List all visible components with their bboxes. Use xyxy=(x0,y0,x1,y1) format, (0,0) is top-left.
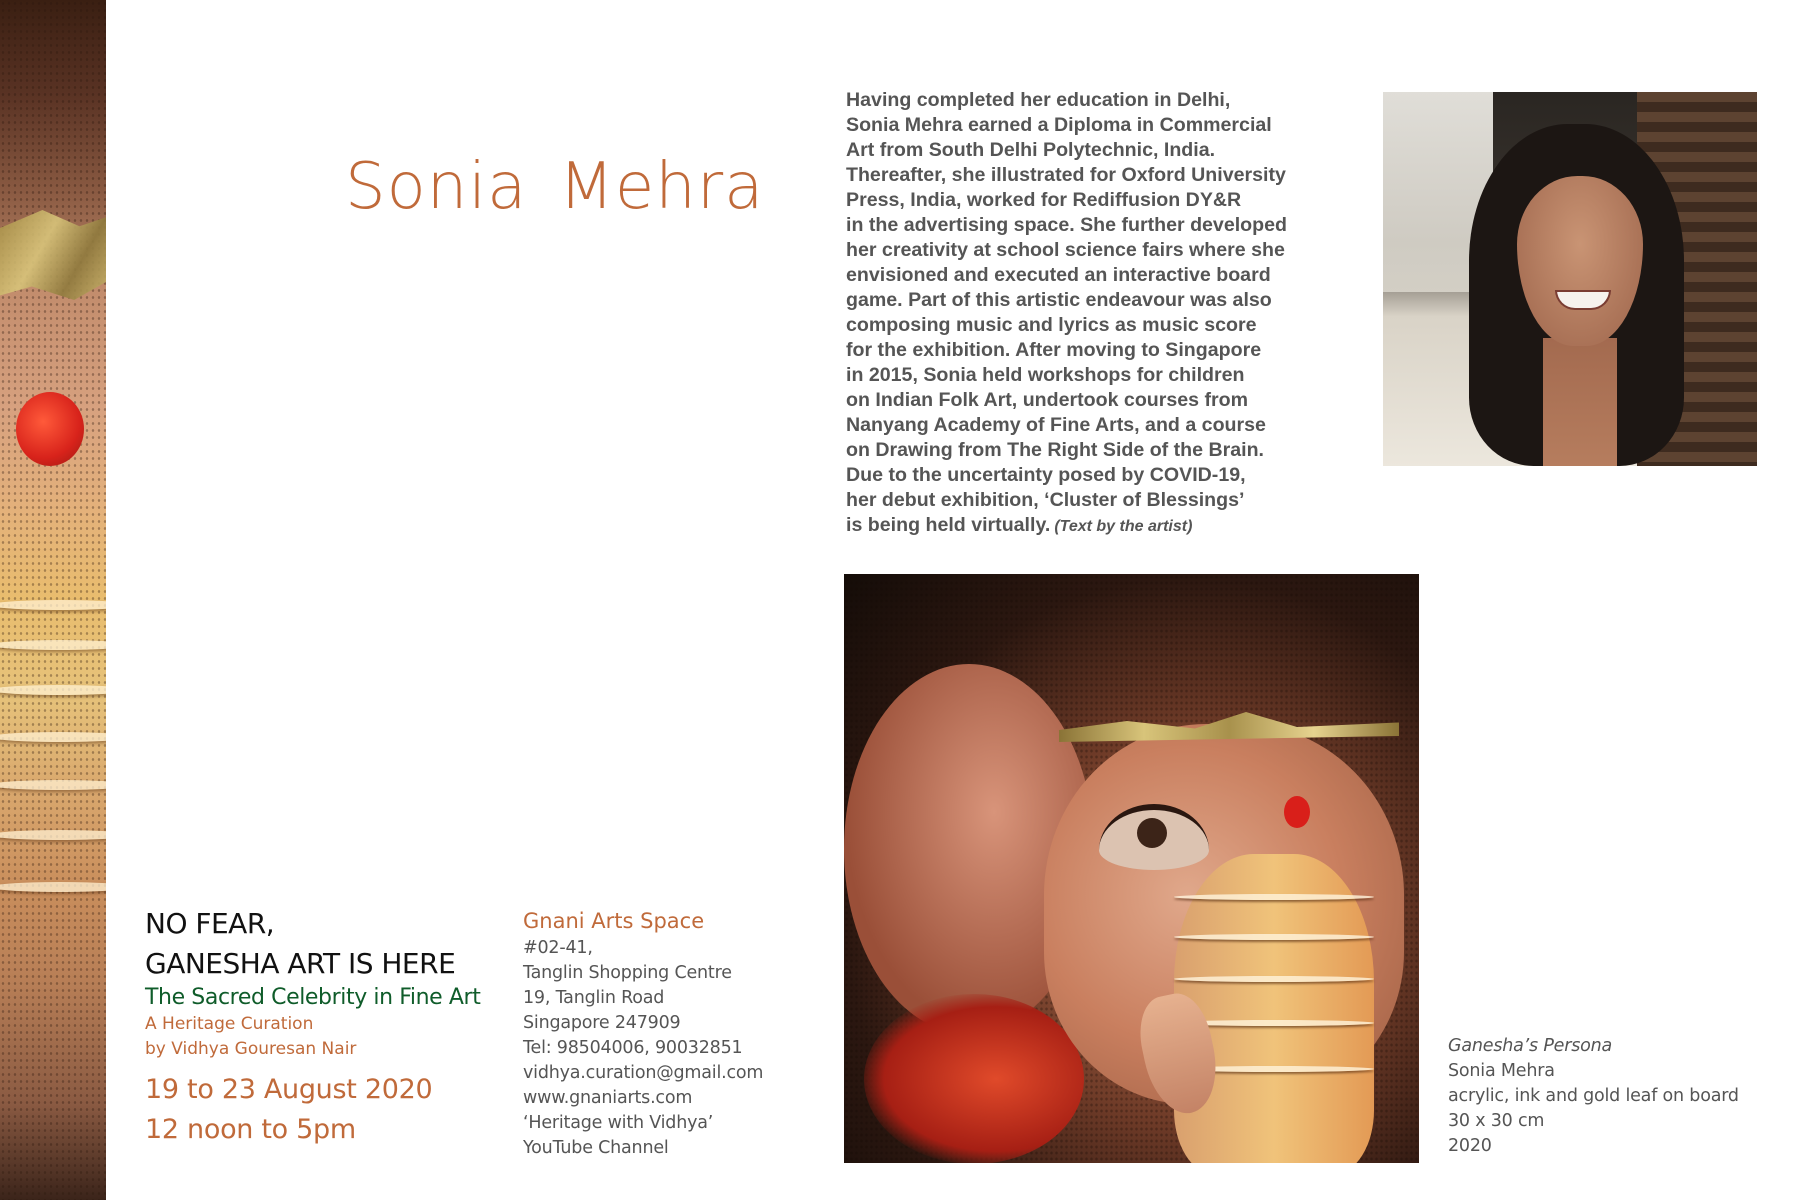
venue-name: Gnani Arts Space xyxy=(523,909,705,933)
venue-postal: Singapore 247909 xyxy=(523,1013,681,1033)
bio-line: in 2015, Sonia held workshops for children xyxy=(846,364,1245,386)
curation-line2: by Vidhya Gouresan Nair xyxy=(145,1039,357,1059)
exhibition-title-line1: NO FEAR, xyxy=(145,907,275,940)
bio-line: on Indian Folk Art, undertook courses from xyxy=(846,389,1249,411)
gold-leaf-band xyxy=(0,210,106,300)
artwork-title: Ganesha’s Persona xyxy=(1448,1036,1613,1056)
painting-trunk-band xyxy=(1174,976,1374,982)
red-tilak-dot xyxy=(16,392,84,466)
painting-trunk xyxy=(1174,854,1374,1163)
trunk-band xyxy=(0,780,106,790)
bio-credit: (Text by the artist) xyxy=(1054,518,1193,535)
artwork-artist: Sonia Mehra xyxy=(1448,1061,1555,1081)
bio-line: envisioned and executed an interactive board xyxy=(846,264,1271,286)
painting-trunk-band xyxy=(1174,934,1374,940)
painting-trunk-band xyxy=(1174,894,1374,900)
trunk-band xyxy=(0,732,106,742)
exhibition-hours: 12 noon to 5pm xyxy=(145,1114,356,1145)
ganesha-painting xyxy=(844,574,1419,1163)
venue-youtube-label: YouTube Channel xyxy=(523,1138,669,1158)
exhibition-title-line2: GANESHA ART IS HERE xyxy=(145,947,456,980)
bio-line: composing music and lyrics as music score xyxy=(846,314,1257,336)
bio-line-text: is being held virtually. xyxy=(846,514,1051,536)
bio-line: game. Part of this artistic endeavour was also xyxy=(846,289,1272,311)
venue-phone: Tel: 98504006, 90032851 xyxy=(523,1038,743,1058)
trunk-band xyxy=(0,640,106,650)
bio-line: for the exhibition. After moving to Singapore xyxy=(846,339,1262,361)
exhibition-dates: 19 to 23 August 2020 xyxy=(145,1074,433,1105)
venue-building: Tanglin Shopping Centre xyxy=(523,963,732,983)
venue-unit: #02-41, xyxy=(523,938,593,958)
venue-email: vidhya.curation@gmail.com xyxy=(523,1063,764,1083)
trunk-band xyxy=(0,685,106,695)
bio-line: Having completed her education in Delhi, xyxy=(846,89,1231,111)
painting-red-swirl xyxy=(864,994,1084,1163)
venue-website: www.gnaniarts.com xyxy=(523,1088,693,1108)
venue-info xyxy=(523,906,823,1161)
artwork-medium: acrylic, ink and gold leaf on board xyxy=(1448,1086,1739,1106)
bio-line: Sonia Mehra earned a Diploma in Commercial xyxy=(846,114,1272,136)
artist-bio xyxy=(846,88,1326,539)
bio-line: Nanyang Academy of Fine Arts, and a course xyxy=(846,414,1266,436)
bio-line: Art from South Delhi Polytechnic, India. xyxy=(846,139,1216,161)
exhibition-subtitle: The Sacred Celebrity in Fine Art xyxy=(145,985,481,1010)
venue-street: 19, Tanglin Road xyxy=(523,988,665,1008)
left-painting-strip xyxy=(0,0,106,1200)
painting-bindi xyxy=(1284,796,1310,828)
curation-line1: A Heritage Curation xyxy=(145,1014,314,1034)
venue-youtube-name: ‘Heritage with Vidhya’ xyxy=(523,1113,714,1133)
bio-line: in the advertising space. She further developed xyxy=(846,214,1287,236)
artist-name-heading: Sonia Mehra xyxy=(345,150,765,224)
bio-line: Press, India, worked for Rediffusion DY&R xyxy=(846,189,1242,211)
exhibition-info xyxy=(145,904,525,1150)
trunk-band xyxy=(0,882,106,892)
bio-line-last xyxy=(846,513,1326,539)
bio-line: Due to the uncertainty posed by COVID-19, xyxy=(846,464,1246,486)
artwork-size: 30 x 30 cm xyxy=(1448,1111,1545,1131)
bio-line: her creativity at school science fairs where she xyxy=(846,239,1285,261)
artwork-year: 2020 xyxy=(1448,1136,1492,1156)
bio-line: her debut exhibition, ‘Cluster of Blessings’ xyxy=(846,489,1245,511)
trunk-band xyxy=(0,830,106,840)
bio-line: Thereafter, she illustrated for Oxford University xyxy=(846,164,1286,186)
bio-line: on Drawing from The Right Side of the Brain. xyxy=(846,439,1265,461)
artwork-caption xyxy=(1448,1034,1788,1159)
photo-neck xyxy=(1543,338,1617,466)
trunk-band xyxy=(0,600,106,610)
artist-photo xyxy=(1383,92,1757,466)
